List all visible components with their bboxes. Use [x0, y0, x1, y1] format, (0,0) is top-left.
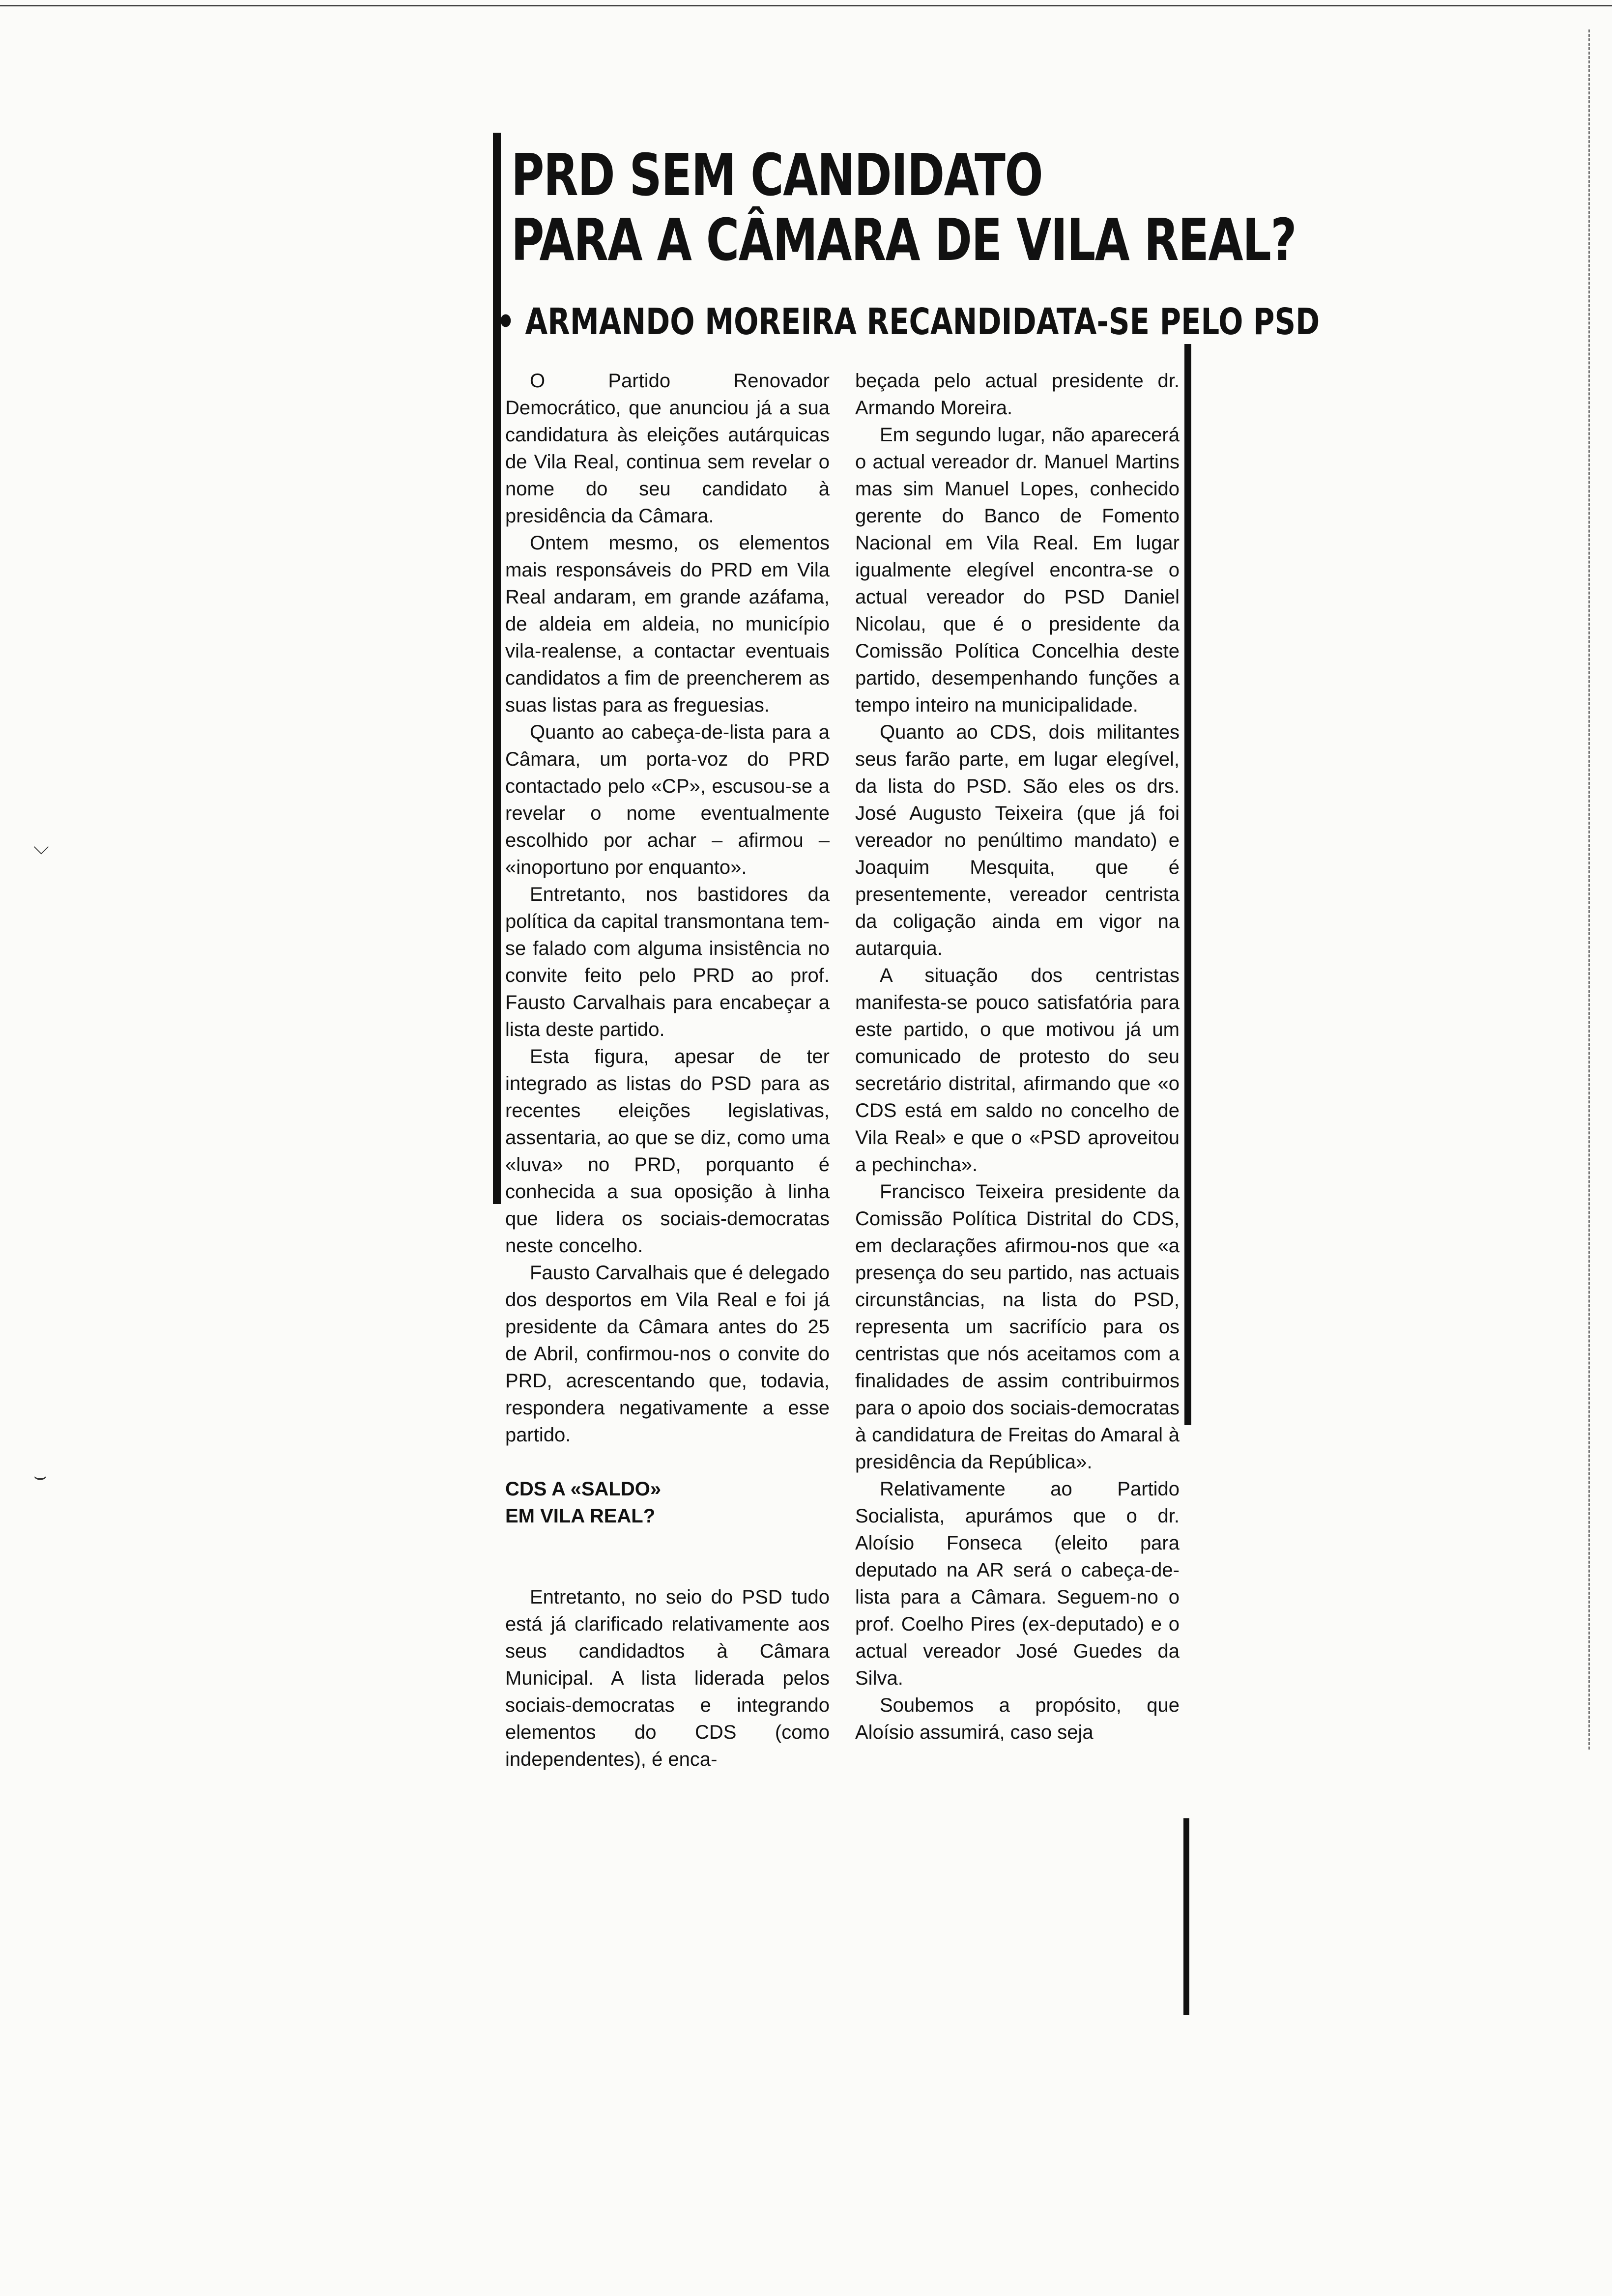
- paragraph: Fausto Carvalhais que é delegado dos desportos em Vila Real e foi já presidente da Câmara antes do 25 de Abril, confirmou-nos o convite do PRD, acrescentando que, todavia, respondera negativamente a esse partido.: [505, 1262, 830, 1446]
- paragraph: Entretanto, no seio do PSD tudo está já clarificado relativamente aos seus candidadtos à Câmara Municipal. A lista liderada pelos sociais-democratas e integrando elementos do CDS (como independentes), é enca-: [505, 1586, 830, 1770]
- paragraph: Ontem mesmo, os elementos mais responsáveis do PRD em Vila Real andaram, em grande azáfama, de aldeia em aldeia, no município vila-realense, a contactar eventuais candidatos a fim de preencherem as suas listas para as freguesias.: [505, 532, 830, 716]
- scan-mark: ⌵: [33, 835, 49, 859]
- section-heading-line-1: CDS A «SALDO»: [505, 1478, 662, 1500]
- paragraph: Soubemos a propósito, que Aloísio assumirá, caso seja: [855, 1694, 1180, 1743]
- paragraph: O Partido Renovador Democrático, que anunciou já a sua candidatura às eleições autárquicas de Vila Real, continua sem revelar o nome do seu candidato à presidência da Câmara.: [505, 370, 830, 527]
- clipping-border-left: [493, 133, 501, 1204]
- section-heading-line-2: EM VILA REAL?: [505, 1505, 656, 1527]
- paragraph: Entretanto, nos bastidores da política da capital transmontana tem-se falado com alguma insistência no convite feito pelo PRD ao prof. Fausto Carvalhais para encabeçar a lista deste partido.: [505, 884, 830, 1040]
- scan-top-edge: [0, 0, 1612, 6]
- paragraph: A situação dos centristas manifesta-se pouco satisfatória para este partido, o que motivou já um comunicado de protesto do seu secretário distrital, afirmando que «o CDS está em saldo no concelho de Vila Real» e que o «PSD aproveitou a pechincha».: [855, 965, 1180, 1176]
- article-column-right: [855, 368, 1180, 1930]
- scan-mark: ⌣: [33, 1464, 47, 1488]
- clipping-border-right-lower: [1183, 1818, 1189, 2015]
- article-column-left: [505, 368, 830, 1881]
- headline: [511, 141, 1296, 274]
- paragraph: Esta figura, apesar de ter integrado as listas do PSD para as recentes eleições legislativas, assentaria, ao que se diz, como uma «luva» no PRD, porquanto é conhecida a sua oposição à linha que lidera os sociais-democratas neste concelho.: [505, 1046, 830, 1257]
- paragraph: Quanto ao cabeça-de-lista para a Câmara, um porta-voz do PRD contactado pelo «CP», escusou-se a revelar o nome eventualmente escolhido por achar – afirmou – «inoportuno por enquanto».: [505, 721, 830, 878]
- paragraph: beçada pelo actual presidente dr. Armando Moreira.: [855, 370, 1180, 419]
- section-heading: [505, 1476, 830, 1530]
- paragraph: Quanto ao CDS, dois militantes seus farão parte, em lugar elegível, da lista do PSD. São eles os drs. José Augusto Teixeira (que já foi vereador no penúltimo mandato) e Joaquim Mesquita, que é presentemente, vereador centrista da coligação ainda em vigor na autarquia.: [855, 721, 1180, 959]
- headline-line-1: PRD SEM CANDIDATO: [511, 141, 1043, 209]
- paragraph: Relativamente ao Partido Socialista, apurámos que o dr. Aloísio Fonseca (eleito para deputado na AR será o cabeça-de-lista para a Câmara. Seguem-no o prof. Coelho Pires (ex-deputado) e o actual vereador José Guedes da Silva.: [855, 1478, 1180, 1689]
- paragraph: Em segundo lugar, não aparecerá o actual vereador dr. Manuel Martins mas sim Manuel Lopes, conhecido gerente do Banco de Fomento Nacional em Vila Real. Em lugar igualmente elegível encontra-se o actual vereador do PSD Daniel Nicolau, que é o presidente da Comissão Política Concelhia deste partido, desempenhando funções a tempo inteiro na municipalidade.: [855, 424, 1180, 716]
- clipping-border-right: [1184, 344, 1191, 1425]
- scan-right-edge: [1588, 29, 1590, 1750]
- subheadline: • ARMANDO MOREIRA RECANDIDATA-SE PELO PSD: [496, 301, 1320, 343]
- headline-line-2: PARA A CÂMARA DE VILA REAL?: [511, 206, 1296, 274]
- paragraph: Francisco Teixeira presidente da Comissão Política Distrital do CDS, em declarações afirmou-nos que «a presença do seu partido, nas actuais circunstâncias, na lista do PSD, representa um sacrifício para os centristas que nós aceitamos com a finalidades de assim contribuirmos para o apoio dos sociais-democratas à candidatura de Freitas do Amaral à presidência da República».: [855, 1181, 1180, 1473]
